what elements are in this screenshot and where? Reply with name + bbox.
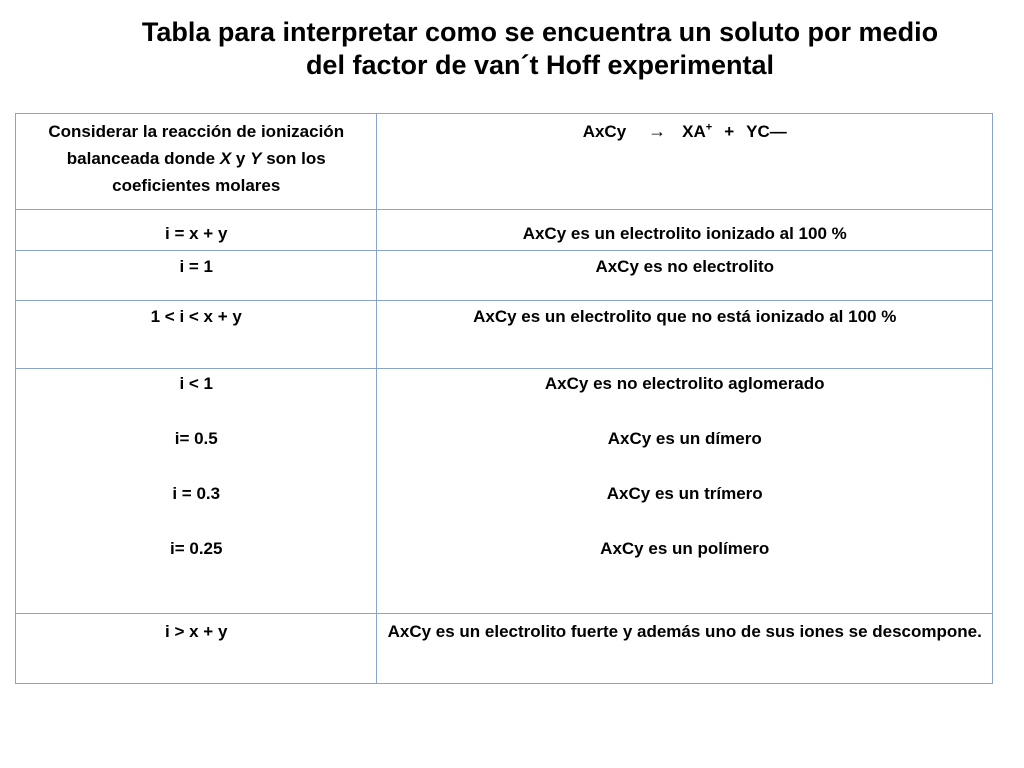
- reaction-description-text: Considerar la reacción de ionización balanceada donde: [48, 122, 345, 168]
- conjunction-y: y: [235, 149, 246, 168]
- product-cation: XA: [682, 122, 706, 141]
- table-row: [16, 369, 993, 614]
- product-anion: YC: [746, 122, 770, 141]
- condition-item: i = 0.3: [172, 484, 221, 503]
- title-line-2: del factor de van´t Hoff experimental: [305, 50, 775, 80]
- equation-plus: +: [724, 122, 735, 141]
- table-row: [16, 614, 993, 684]
- condition-item: i= 0.5: [174, 429, 218, 448]
- interpretation-item: AxCy es no electrolito aglomerado: [544, 374, 825, 393]
- interpretation-cell: AxCy es no electrolito: [377, 251, 993, 301]
- condition-item: i= 0.25: [170, 539, 223, 558]
- page-title: [80, 16, 1000, 82]
- interpretation-cell-stack: [377, 369, 993, 614]
- reactant: AxCy: [582, 122, 627, 141]
- cell-reaction-equation: [377, 114, 993, 210]
- anion-charge: —: [769, 122, 787, 141]
- interpretation-cell: AxCy es un electrolito fuerte y además uno de sus iones se descompone.: [377, 614, 993, 684]
- interpretation-item: AxCy es un dímero: [607, 429, 762, 448]
- coefficient-y: Y: [250, 149, 262, 168]
- condition-cell: i = x + y: [16, 210, 377, 251]
- interpretation-item: AxCy es un polímero: [600, 539, 770, 558]
- condition-cell: i = 1: [16, 251, 377, 301]
- interpretation-item: AxCy es un trímero: [606, 484, 763, 503]
- title-line-1: Tabla para interpretar como se encuentra un soluto por medio: [141, 17, 939, 47]
- condition-item: i < 1: [179, 374, 214, 393]
- interpretation-table: [15, 113, 993, 684]
- condition-cell: i > x + y: [16, 614, 377, 684]
- cation-charge: +: [705, 121, 713, 134]
- condition-cell-stack: [16, 369, 377, 614]
- reaction-arrow-icon: →: [648, 121, 667, 141]
- table-row: [16, 210, 993, 251]
- interpretation-cell: AxCy es un electrolito que no está ionizado al 100 %: [377, 301, 993, 369]
- table-row: [16, 301, 993, 369]
- reaction-description-text-2: son los coeficientes molares: [112, 149, 326, 195]
- cell-reaction-description: [16, 114, 377, 210]
- condition-cell: 1 < i < x + y: [16, 301, 377, 369]
- table-row: [16, 251, 993, 301]
- table-row-header: [16, 114, 993, 210]
- coefficient-x: X: [219, 149, 232, 168]
- interpretation-cell: AxCy es un electrolito ionizado al 100 %: [377, 210, 993, 251]
